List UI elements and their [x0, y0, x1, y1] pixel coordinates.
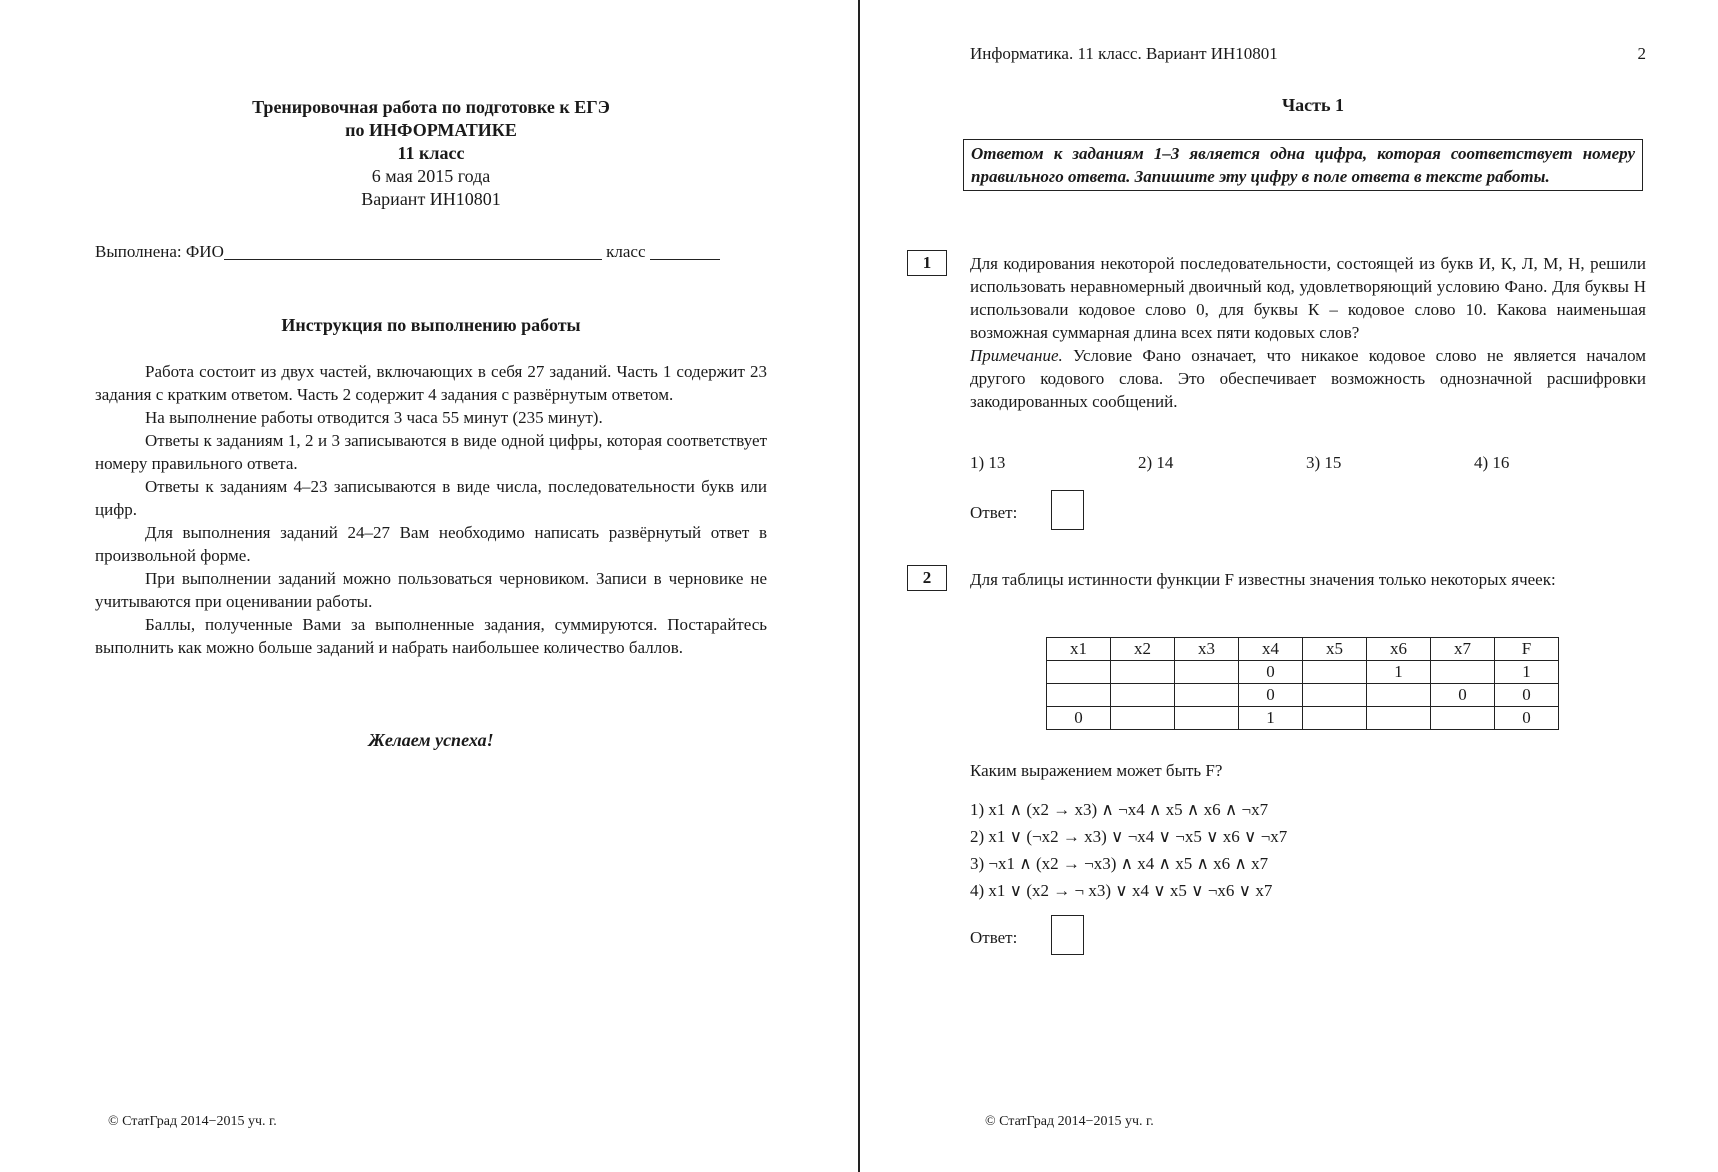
instruction-box: Ответом к заданиям 1–3 является одна цифра, которая соответствует номеру правильного ответа. Запишите эту цифру в поле ответа в тексте работы.: [963, 139, 1643, 191]
table-header-cell: x5: [1303, 638, 1367, 661]
table-header-row: [1047, 638, 1559, 661]
table-header-cell: x7: [1431, 638, 1495, 661]
fio-field[interactable]: [224, 242, 602, 260]
table-cell: [1367, 707, 1431, 730]
task-2-answer-label: Ответ:: [970, 928, 1018, 947]
title-line-2: по ИНФОРМАТИКЕ: [345, 120, 517, 140]
class-label: класс: [606, 242, 646, 261]
table-row: [1047, 707, 1559, 730]
table-cell: 1: [1495, 661, 1559, 684]
left-page: [0, 0, 858, 1172]
table-header-cell: F: [1495, 638, 1559, 661]
title-block: [95, 96, 767, 211]
task-2-question: Каким выражением может быть F?: [970, 761, 1223, 780]
table-header-cell: x1: [1047, 638, 1111, 661]
fio-line: [95, 240, 775, 263]
task-2-text: Для таблицы истинности функции F известны значения только некоторых ячеек:: [970, 570, 1556, 589]
table-cell: [1175, 684, 1239, 707]
task-1-option[interactable]: 1) 13: [970, 453, 1006, 472]
part-title: Часть 1: [1281, 95, 1345, 115]
task-1-answer-label: Ответ:: [970, 503, 1018, 522]
task-1-text: Для кодирования некоторой последовательности, состоящей из букв И, К, Л, М, Н, решили использовать неравномерный двоичный код, удовлетворяющий условию Фано. Для буквы Н использовали кодовое слово 0, для буквы К – кодовое слово 10. Какова наименьшая возможная суммарная длина всех пяти кодовых слов?: [970, 254, 1646, 342]
table-cell: [1175, 661, 1239, 684]
instruction-paragraph: Ответы к заданиям 1, 2 и 3 записываются в виде одной цифры, которая соответствует номеру правильного ответа.: [95, 431, 767, 473]
task-1-note-text: Условие Фано означает, что никакое кодовое слово не является началом другого кодового слова. Это обеспечивает возможность однозначной расшифровки закодированных сообщений.: [970, 346, 1646, 411]
fio-label: Выполнена: ФИО: [95, 242, 224, 261]
table-header-cell: x6: [1367, 638, 1431, 661]
table-cell: [1303, 707, 1367, 730]
task-1-body: [970, 252, 1646, 413]
table-row: [1047, 661, 1559, 684]
table-cell: 0: [1495, 684, 1559, 707]
task-2-number: 2: [907, 565, 947, 591]
instruction-paragraph: Ответы к заданиям 4–23 записываются в виде числа, последовательности букв или цифр.: [95, 477, 767, 519]
task-1-option[interactable]: 4) 16: [1474, 453, 1510, 472]
instruction-body: [95, 360, 767, 659]
table-cell: 1: [1239, 707, 1303, 730]
task-1-options: [970, 451, 1646, 474]
wish-text: Желаем успеха!: [368, 730, 494, 750]
instruction-paragraph: Для выполнения заданий 24–27 Вам необходимо написать развёрнутый ответ в произвольной форме.: [95, 523, 767, 565]
task-1-number: 1: [907, 250, 947, 276]
task-2-option[interactable]: 4) x1 ∨ (x2 → ¬ x3) ∨ x4 ∨ x5 ∨ ¬x6 ∨ x7: [970, 881, 1273, 900]
table-cell: [1111, 684, 1175, 707]
table-cell: [1047, 684, 1111, 707]
running-header: [970, 42, 1646, 65]
table-cell: [1431, 661, 1495, 684]
table-cell: [1175, 707, 1239, 730]
table-cell: [1367, 684, 1431, 707]
task-1-note-label: Примечание.: [970, 346, 1063, 365]
table-cell: [1303, 684, 1367, 707]
table-row: [1047, 684, 1559, 707]
instruction-paragraph: При выполнении заданий можно пользоваться черновиком. Записи в черновике не учитываются при оценивании работы.: [95, 569, 767, 611]
task-1-option[interactable]: 3) 15: [1306, 453, 1342, 472]
table-cell: 0: [1431, 684, 1495, 707]
table-cell: [1111, 661, 1175, 684]
instruction-paragraph: Работа состоит из двух частей, включающих в себя 27 заданий. Часть 1 содержит 23 задания с кратким ответом. Часть 2 содержит 4 задания с развёрнутым ответом.: [95, 362, 767, 404]
instruction-paragraph: На выполнение работы отводится 3 часа 55 минут (235 минут).: [145, 408, 603, 427]
task-2-option[interactable]: 3) ¬x1 ∧ (x2 → ¬x3) ∧ x4 ∧ x5 ∧ x6 ∧ x7: [970, 854, 1269, 873]
title-variant: Вариант ИН10801: [361, 189, 501, 209]
header-title: Информатика. 11 класс. Вариант ИН10801: [970, 44, 1278, 63]
table-header-cell: x3: [1175, 638, 1239, 661]
page-number: 2: [1637, 44, 1646, 63]
table-header-cell: x4: [1239, 638, 1303, 661]
table-cell: 0: [1239, 661, 1303, 684]
table-cell: [1111, 707, 1175, 730]
task-2-option[interactable]: 1) x1 ∧ (x2 → x3) ∧ ¬x4 ∧ x5 ∧ x6 ∧ ¬x7: [970, 800, 1269, 819]
title-date: 6 мая 2015 года: [371, 166, 491, 186]
instruction-paragraph: Баллы, полученные Вами за выполненные задания, суммируются. Постарайтесь выполнить как можно больше заданий и набрать наибольшее количество баллов.: [95, 615, 767, 657]
title-line-3: 11 класс: [397, 143, 465, 163]
task-1-option[interactable]: 2) 14: [1138, 453, 1174, 472]
footer-left: © СтатГрад 2014−2015 уч. г.: [108, 1114, 277, 1129]
table-cell: 0: [1239, 684, 1303, 707]
instruction-heading: Инструкция по выполнению работы: [281, 315, 581, 335]
title-line-1: Тренировочная работа по подготовке к ЕГЭ: [252, 97, 610, 117]
task-2-options: [970, 796, 1646, 904]
table-cell: [1431, 707, 1495, 730]
task-1-answer-box[interactable]: [1051, 490, 1084, 530]
table-cell: 0: [1495, 707, 1559, 730]
truth-table: [1046, 637, 1559, 730]
table-cell: [1303, 661, 1367, 684]
task-2-answer-box[interactable]: [1051, 915, 1084, 955]
table-header-cell: x2: [1111, 638, 1175, 661]
right-page: [860, 0, 1718, 1172]
footer-right: © СтатГрад 2014−2015 уч. г.: [985, 1114, 1154, 1129]
table-cell: 0: [1047, 707, 1111, 730]
class-field[interactable]: [650, 242, 720, 260]
table-cell: 1: [1367, 661, 1431, 684]
task-2-option[interactable]: 2) x1 ∨ (¬x2 → x3) ∨ ¬x4 ∨ ¬x5 ∨ x6 ∨ ¬x7: [970, 827, 1288, 846]
table-cell: [1047, 661, 1111, 684]
